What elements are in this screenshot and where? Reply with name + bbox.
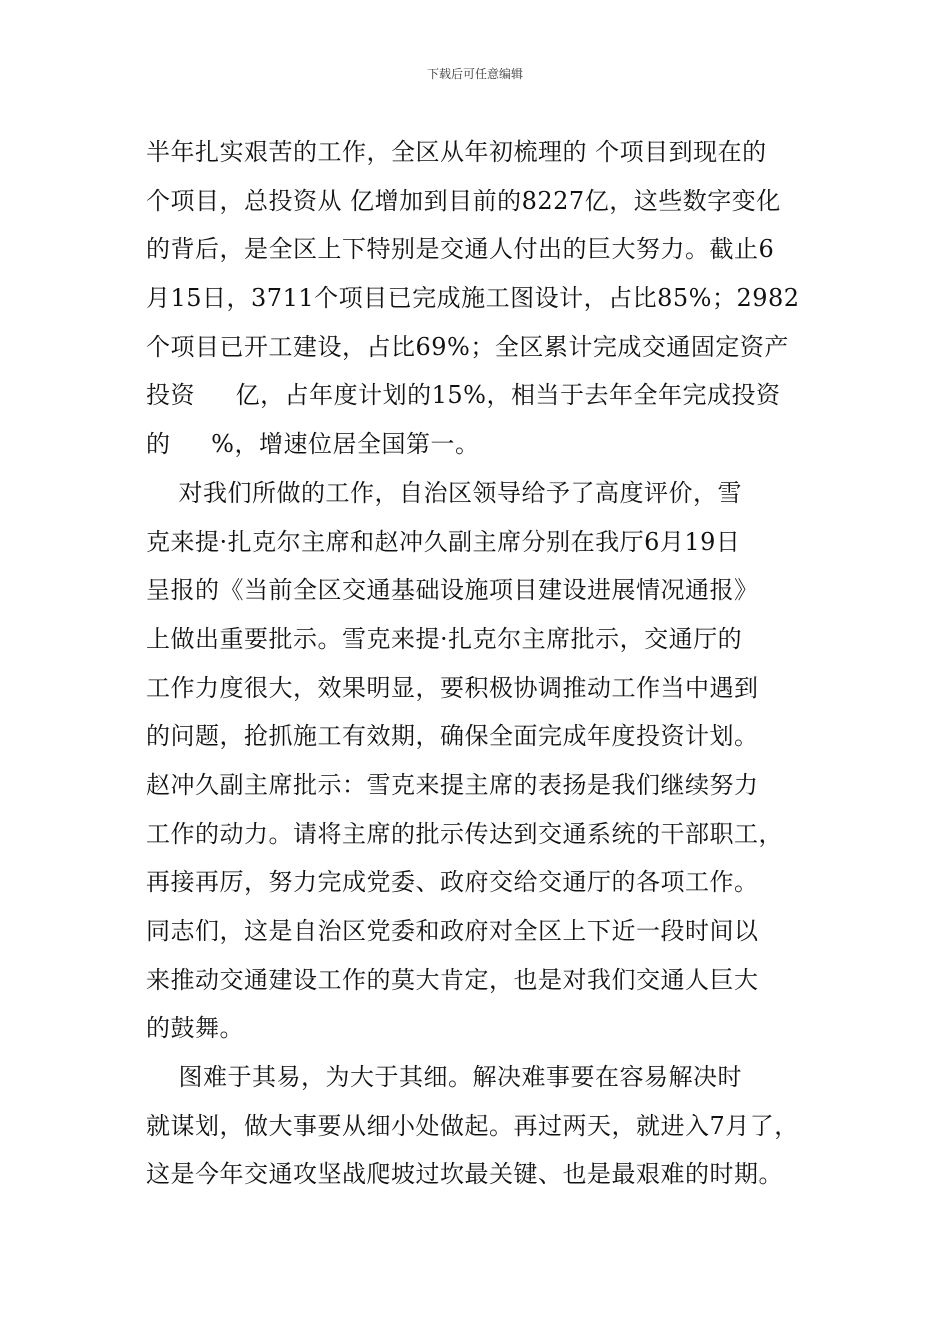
text-line: 对我们所做的工作，自治区领导给予了高度评价，雪 <box>146 478 743 507</box>
text-line: 上做出重要批示。雪克来提·扎克尔主席批示，交通厅的 <box>146 624 743 653</box>
text-line: 同志们，这是自治区党委和政府对全区上下近一段时间以 <box>146 917 759 945</box>
document-body <box>146 128 826 1199</box>
page-header: 下载后可任意编辑 <box>426 67 523 81</box>
text-line: 赵冲久副主席批示：雪克来提主席的表扬是我们继续努力 <box>146 770 759 799</box>
text-line: 个项目，总投资从 亿增加到目前的8227亿，这些数字变化 <box>146 186 781 215</box>
text-line: 这是今年交通攻坚战爬坡过坎最关键、也是最艰难的时期。 <box>146 1160 783 1189</box>
text-line: 再接再厉，努力完成党委、政府交给交通厅的各项工作。 <box>146 868 759 897</box>
text-line: 月15日，3711个项目已完成施工图设计，占比85%；2982 <box>146 284 800 313</box>
text-line: 工作的动力。请将主席的批示传达到交通系统的干部职工， <box>146 819 783 848</box>
text-line: 来推动交通建设工作的莫大肯定，也是对我们交通人巨大 <box>146 965 759 994</box>
text-line: 呈报的《当前全区交通基础设施项目建设进展情况通报》 <box>146 576 759 605</box>
text-line: 的 %，增速位居全国第一。 <box>146 430 480 459</box>
text-line: 的鼓舞。 <box>146 1014 244 1043</box>
text-line: 克来提·扎克尔主席和赵冲久副主席分别在我厅6月19日 <box>146 527 741 556</box>
text-line: 的问题，抢抓施工有效期，确保全面完成年度投资计划。 <box>146 722 759 751</box>
text-line: 半年扎实艰苦的工作，全区从年初梳理的 个项目到现在的 <box>146 138 767 166</box>
text-line: 个项目已开工建设，占比69%；全区累计完成交通固定资产 <box>146 332 789 361</box>
text-line: 就谋划，做大事要从细小处做起。再过两天，就进入7月了， <box>146 1111 799 1140</box>
text-line: 工作力度很大，效果明显，要积极协调推动工作当中遇到 <box>146 673 759 702</box>
text-line: 图难于其易，为大于其细。解决难事要在容易解决时 <box>146 1063 743 1092</box>
text-line: 的背后，是全区上下特别是交通人付出的巨大努力。截止6 <box>146 235 775 264</box>
text-line: 投资 亿，占年度计划的15%，相当于去年全年完成投资 <box>146 381 781 410</box>
